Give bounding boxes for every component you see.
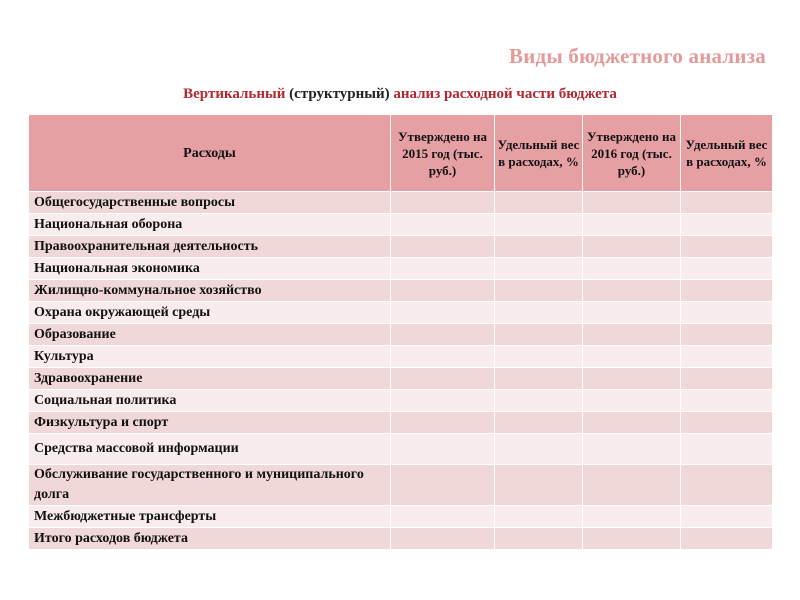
cell-approved-2016 (583, 324, 681, 346)
cell-approved-2015 (391, 506, 495, 528)
cell-approved-2016 (583, 258, 681, 280)
cell-share-2015 (495, 280, 583, 302)
cell-approved-2016 (583, 192, 681, 214)
table-row (29, 280, 773, 302)
cell-share-2015 (495, 324, 583, 346)
cell-share-2016 (681, 506, 773, 528)
cell-share-2016 (681, 214, 773, 236)
cell-share-2016 (681, 528, 773, 550)
row-label: Социальная политика (29, 390, 391, 412)
cell-approved-2016 (583, 390, 681, 412)
table-row (29, 236, 773, 258)
cell-share-2015 (495, 302, 583, 324)
cell-approved-2016 (583, 302, 681, 324)
table-row (29, 346, 773, 368)
cell-approved-2016 (583, 368, 681, 390)
table-row (29, 412, 773, 434)
table-row (29, 434, 773, 465)
cell-approved-2016 (583, 236, 681, 258)
cell-share-2016 (681, 346, 773, 368)
header-share-2016: Удельный вес в расходах, % (681, 115, 773, 192)
cell-approved-2015 (391, 465, 495, 506)
cell-share-2016 (681, 368, 773, 390)
cell-approved-2015 (391, 280, 495, 302)
cell-approved-2016 (583, 506, 681, 528)
table-header-row (29, 115, 773, 192)
cell-approved-2016 (583, 434, 681, 465)
row-label: Образование (29, 324, 391, 346)
row-label: Жилищно-коммунальное хозяйство (29, 280, 391, 302)
cell-approved-2015 (391, 214, 495, 236)
cell-share-2015 (495, 258, 583, 280)
row-label: Итого расходов бюджета (29, 528, 391, 550)
cell-share-2015 (495, 465, 583, 506)
row-label: Средства массовой информации (29, 434, 391, 465)
page-title: Виды бюджетного анализа (509, 44, 766, 68)
cell-share-2016 (681, 280, 773, 302)
subtitle-structural: (структурный) (289, 86, 390, 102)
cell-approved-2016 (583, 346, 681, 368)
cell-share-2015 (495, 192, 583, 214)
row-label: Правоохранительная деятельность (29, 236, 391, 258)
table-row (29, 465, 773, 506)
table-row (29, 214, 773, 236)
cell-share-2015 (495, 390, 583, 412)
row-label: Межбюджетные трансферты (29, 506, 391, 528)
header-approved-2015: Утверждено на 2015 год (тыс. руб.) (391, 115, 495, 192)
subtitle-vertical: Вертикальный (183, 86, 286, 102)
cell-approved-2015 (391, 412, 495, 434)
cell-approved-2015 (391, 434, 495, 465)
row-label: Национальная экономика (29, 258, 391, 280)
table-row (29, 390, 773, 412)
cell-approved-2016 (583, 214, 681, 236)
cell-approved-2016 (583, 528, 681, 550)
table-row (29, 324, 773, 346)
row-label: Культура (29, 346, 391, 368)
header-approved-2016: Утверждено на 2016 год (тыс. руб.) (583, 115, 681, 192)
table-row (29, 302, 773, 324)
cell-share-2016 (681, 258, 773, 280)
table-row (29, 192, 773, 214)
row-label: Охрана окружающей среды (29, 302, 391, 324)
table-row (29, 368, 773, 390)
cell-share-2015 (495, 506, 583, 528)
cell-share-2015 (495, 412, 583, 434)
cell-share-2015 (495, 236, 583, 258)
cell-approved-2015 (391, 390, 495, 412)
table-row-total (29, 528, 773, 550)
cell-share-2016 (681, 324, 773, 346)
cell-approved-2015 (391, 528, 495, 550)
cell-share-2016 (681, 236, 773, 258)
cell-approved-2016 (583, 412, 681, 434)
header-share-2015: Удельный вес в расходах, % (495, 115, 583, 192)
table-row (29, 506, 773, 528)
cell-share-2015 (495, 346, 583, 368)
cell-approved-2016 (583, 280, 681, 302)
cell-share-2016 (681, 390, 773, 412)
header-expenses: Расходы (29, 115, 391, 192)
cell-approved-2015 (391, 236, 495, 258)
row-label: Физкультура и спорт (29, 412, 391, 434)
cell-share-2016 (681, 412, 773, 434)
subtitle-analysis: анализ расходной части бюджета (393, 86, 617, 102)
cell-share-2015 (495, 528, 583, 550)
cell-share-2015 (495, 214, 583, 236)
row-label: Здравоохранение (29, 368, 391, 390)
cell-share-2016 (681, 465, 773, 506)
cell-approved-2016 (583, 465, 681, 506)
cell-approved-2015 (391, 192, 495, 214)
cell-approved-2015 (391, 258, 495, 280)
cell-approved-2015 (391, 346, 495, 368)
cell-share-2015 (495, 368, 583, 390)
cell-approved-2015 (391, 302, 495, 324)
table-subtitle (0, 86, 800, 103)
cell-approved-2015 (391, 368, 495, 390)
cell-approved-2015 (391, 324, 495, 346)
row-label: Общегосударственные вопросы (29, 192, 391, 214)
budget-table (28, 114, 773, 550)
row-label: Обслуживание государственного и муниципального долга (29, 465, 391, 506)
cell-share-2016 (681, 434, 773, 465)
cell-share-2016 (681, 302, 773, 324)
cell-share-2016 (681, 192, 773, 214)
row-label: Национальная оборона (29, 214, 391, 236)
cell-share-2015 (495, 434, 583, 465)
table-row (29, 258, 773, 280)
